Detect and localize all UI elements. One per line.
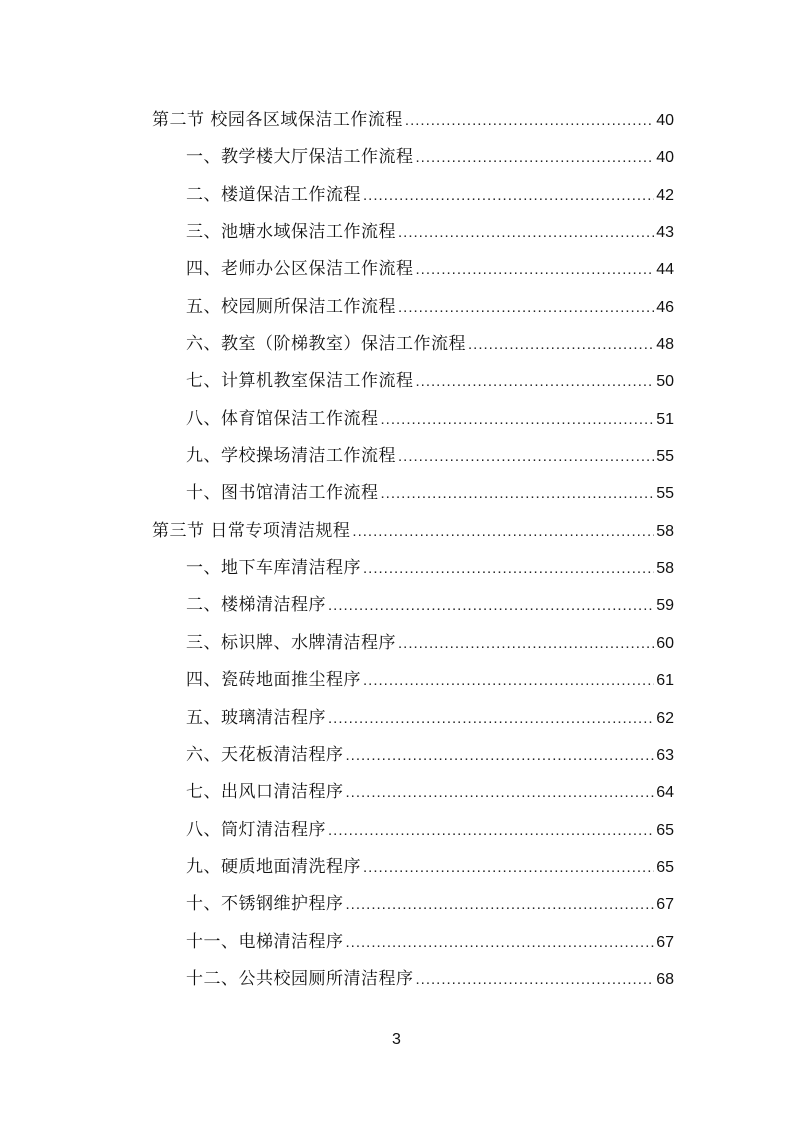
toc-entry[interactable] (152, 329, 674, 366)
toc-entry-page: 65 (656, 821, 674, 839)
toc-entry[interactable] (152, 404, 674, 441)
toc-dot-leader (416, 367, 655, 397)
toc-entry[interactable] (152, 142, 674, 179)
toc-entry-title: 九、学校操场清洁工作流程 (186, 446, 396, 467)
toc-dot-leader (398, 629, 654, 659)
toc-dot-leader (416, 255, 655, 285)
toc-dot-leader (363, 853, 654, 883)
toc-entry-title: 十一、电梯清洁程序 (186, 931, 344, 952)
toc-entry-page: 51 (656, 410, 674, 428)
toc-dot-leader (346, 928, 655, 958)
toc-entry-title: 七、出风口清洁程序 (186, 782, 344, 803)
toc-entry[interactable] (152, 740, 674, 777)
toc-entry[interactable] (152, 478, 674, 515)
toc-entry-page: 55 (656, 485, 674, 503)
toc-entry-page: 40 (656, 112, 674, 129)
toc-entry-page: 61 (656, 672, 674, 690)
toc-entry-title: 八、筒灯清洁程序 (186, 819, 326, 840)
toc-dot-leader (416, 143, 655, 173)
toc-entry[interactable] (152, 628, 674, 665)
toc-entry-title: 一、地下车库清洁程序 (186, 558, 361, 579)
toc-dot-leader (346, 778, 655, 808)
toc-entry-page: 58 (656, 560, 674, 578)
toc-entry-title: 七、计算机教室保洁工作流程 (186, 371, 414, 392)
toc-entry[interactable] (152, 590, 674, 627)
toc-entry-section[interactable] (152, 105, 674, 142)
toc-entry-title: 十、不锈钢维护程序 (186, 894, 344, 915)
toc-entry[interactable] (152, 889, 674, 926)
toc-dot-leader (398, 442, 654, 472)
toc-entry-page: 55 (656, 448, 674, 466)
toc-dot-leader (468, 330, 654, 360)
toc-dot-leader (416, 965, 655, 995)
toc-entry-title: 二、楼道保洁工作流程 (186, 184, 361, 205)
toc-dot-leader (363, 666, 654, 696)
toc-entry-title: 六、天花板清洁程序 (186, 744, 344, 765)
page-number: 3 (392, 1031, 401, 1048)
table-of-contents (152, 105, 674, 1001)
toc-entry-page: 63 (656, 746, 674, 764)
toc-entry-title: 十、图书馆清洁工作流程 (186, 483, 379, 504)
toc-dot-leader (346, 741, 655, 771)
toc-entry-section[interactable] (152, 516, 674, 553)
toc-entry-title: 四、瓷砖地面推尘程序 (186, 670, 361, 691)
toc-dot-leader (328, 816, 654, 846)
toc-entry-page: 42 (656, 186, 674, 204)
toc-entry-page: 48 (656, 336, 674, 354)
toc-entry-title: 一、教学楼大厅保洁工作流程 (186, 147, 414, 168)
toc-entry-title: 九、硬质地面清洗程序 (186, 856, 361, 877)
toc-dot-leader (405, 106, 654, 136)
toc-entry[interactable] (152, 366, 674, 403)
toc-entry-title: 五、玻璃清洁程序 (186, 707, 326, 728)
toc-entry-title: 十二、公共校园厕所清洁程序 (186, 968, 414, 989)
toc-entry-title: 第二节 校园各区域保洁工作流程 (152, 110, 403, 130)
toc-entry[interactable] (152, 441, 674, 478)
toc-dot-leader (346, 890, 655, 920)
toc-entry[interactable] (152, 964, 674, 1001)
toc-entry-page: 62 (656, 709, 674, 727)
toc-dot-leader (363, 181, 654, 211)
toc-entry-page: 44 (656, 261, 674, 279)
toc-entry-page: 67 (656, 896, 674, 914)
toc-dot-leader (398, 218, 654, 248)
toc-dot-leader (352, 517, 654, 547)
toc-entry-title: 五、校园厕所保洁工作流程 (186, 296, 396, 317)
toc-entry[interactable] (152, 852, 674, 889)
toc-entry-title: 第三节 日常专项清洁规程 (152, 520, 351, 541)
toc-entry-title: 六、教室（阶梯教室）保洁工作流程 (186, 334, 466, 355)
toc-entry-title: 三、标识牌、水牌清洁程序 (186, 632, 396, 653)
toc-entry-page: 43 (656, 224, 674, 242)
toc-entry[interactable] (152, 703, 674, 740)
toc-entry-title: 三、池塘水域保洁工作流程 (186, 222, 396, 243)
toc-entry-page: 59 (656, 597, 674, 615)
toc-entry[interactable] (152, 777, 674, 814)
toc-entry[interactable] (152, 180, 674, 217)
toc-entry-title: 八、体育馆保洁工作流程 (186, 408, 379, 429)
toc-entry[interactable] (152, 254, 674, 291)
toc-entry-page: 50 (656, 373, 674, 391)
toc-dot-leader (328, 591, 654, 621)
toc-entry-page: 58 (656, 522, 674, 540)
toc-dot-leader (381, 405, 655, 435)
toc-entry-page: 60 (656, 634, 674, 652)
toc-dot-leader (381, 479, 655, 509)
toc-entry-page: 40 (656, 149, 674, 167)
toc-dot-leader (363, 554, 654, 584)
toc-entry-page: 65 (656, 858, 674, 876)
toc-entry-title: 四、老师办公区保洁工作流程 (186, 259, 414, 280)
toc-entry[interactable] (152, 815, 674, 852)
toc-entry[interactable] (152, 553, 674, 590)
toc-entry[interactable] (152, 217, 674, 254)
toc-entry[interactable] (152, 665, 674, 702)
toc-dot-leader (398, 293, 654, 323)
toc-entry[interactable] (152, 927, 674, 964)
toc-entry-title: 二、楼梯清洁程序 (186, 595, 326, 616)
toc-entry[interactable] (152, 292, 674, 329)
toc-dot-leader (328, 704, 654, 734)
toc-entry-page: 68 (656, 970, 674, 988)
toc-entry-page: 64 (656, 784, 674, 802)
toc-entry-page: 67 (656, 933, 674, 951)
toc-entry-page: 46 (656, 298, 674, 316)
